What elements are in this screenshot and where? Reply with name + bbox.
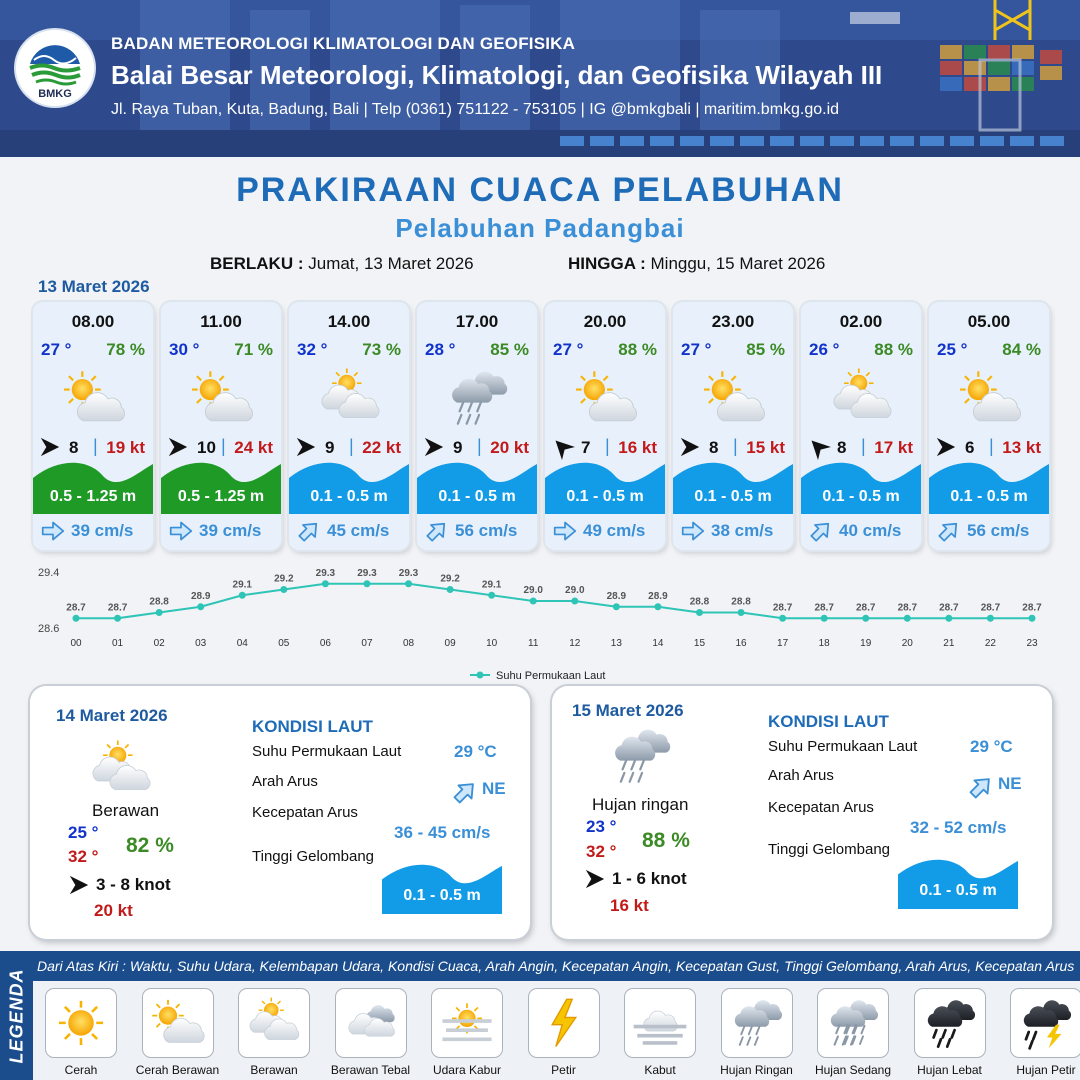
sst-data-point xyxy=(654,603,661,610)
hourly-card xyxy=(673,302,793,550)
card-wave-height: 0.1 - 0.5 m xyxy=(310,488,388,505)
card-wind-speed: 10 xyxy=(197,438,216,457)
day-condition: Hujan ringan xyxy=(592,795,689,814)
sst-data-label: 29.0 xyxy=(523,585,543,596)
current-direction-arrow-icon xyxy=(452,780,478,804)
sst-data-label: 29.2 xyxy=(274,573,294,585)
sst-data-point xyxy=(571,598,578,605)
cerah-berawan-icon xyxy=(699,364,769,430)
card-temperature: 27 ° xyxy=(681,340,712,359)
day-humidity: 88 % xyxy=(642,829,690,852)
sst-data-point xyxy=(904,615,911,622)
sst-data-point xyxy=(945,615,952,622)
sst-data-label: 29.2 xyxy=(440,573,460,585)
legend-item-label: Hujan Lebat xyxy=(917,1063,982,1077)
cerah-berawan-icon xyxy=(955,364,1025,430)
legend-side-bar xyxy=(0,951,33,1080)
sst-data-label: 28.8 xyxy=(731,596,751,608)
sst-data-label: 28.7 xyxy=(1022,602,1042,614)
x-tick-label: 06 xyxy=(319,638,331,649)
cerah-icon xyxy=(46,989,116,1057)
x-tick-label: 01 xyxy=(112,638,124,649)
x-tick-label: 15 xyxy=(693,638,706,649)
sst-data-point xyxy=(197,603,204,610)
card-temperature: 25 ° xyxy=(937,340,968,359)
card-separator: | xyxy=(477,436,482,456)
legend-item-label: Hujan Ringan xyxy=(720,1063,793,1077)
wave-height-label: Tinggi Gelombang xyxy=(768,841,891,858)
current-direction-value: NE xyxy=(482,779,506,798)
legend-item-label: Udara Kabur xyxy=(432,1063,502,1077)
current-speed-value: 32 - 52 cm/s xyxy=(910,818,1007,837)
day-temp-max: 32 ° xyxy=(68,847,99,866)
card-current-speed: 56 cm/s xyxy=(967,521,1030,540)
x-tick-label: 08 xyxy=(402,638,415,649)
sst-data-label: 28.7 xyxy=(107,602,128,614)
x-tick-label: 11 xyxy=(528,638,539,649)
wind-direction-arrow-icon xyxy=(167,436,189,458)
card-temperature: 28 ° xyxy=(425,340,456,359)
legend-item-label: Petir xyxy=(551,1063,576,1077)
current-direction-arrow-icon xyxy=(297,520,321,542)
valid-from-value: Jumat, 13 Maret 2026 xyxy=(308,254,474,273)
legend-item-label: Cerah xyxy=(64,1063,98,1077)
legend-series-name: Suhu Permukaan Laut xyxy=(496,670,606,682)
agency-name: BADAN METEOROLOGI KLIMATOLOGI DAN GEOFISIKA xyxy=(111,34,576,53)
card-wave-height: 0.1 - 0.5 m xyxy=(694,488,772,505)
card-humidity: 73 % xyxy=(362,340,401,359)
legend-title: LEGENDA xyxy=(6,967,26,1064)
day-humidity: 82 % xyxy=(126,834,174,857)
card-humidity: 71 % xyxy=(234,340,273,359)
sst-data-point xyxy=(613,603,620,610)
current-direction-arrow-icon xyxy=(968,775,994,799)
current-direction-arrow-icon xyxy=(937,520,961,542)
sst-data-label: 29.3 xyxy=(315,567,336,579)
sst-data-label: 28.7 xyxy=(897,602,918,614)
hourly-card xyxy=(929,302,1049,550)
current-speed-label: Kecepatan Arus xyxy=(252,804,358,821)
card-time: 08.00 xyxy=(71,312,115,331)
valid-to-value: Minggu, 15 Maret 2026 xyxy=(650,254,826,273)
card-current-speed: 38 cm/s xyxy=(711,521,774,540)
x-tick-label: 20 xyxy=(901,638,913,649)
card-gust: 19 kt xyxy=(106,438,145,457)
day-wave-height: 0.1 - 0.5 m xyxy=(403,887,481,904)
day-date: 14 Maret 2026 xyxy=(56,706,168,725)
valid-from-label: BERLAKU : xyxy=(210,254,304,273)
hujan-ringan-icon xyxy=(606,720,676,790)
wind-direction-arrow-icon xyxy=(39,436,61,458)
day1-date: 13 Maret 2026 xyxy=(38,277,150,296)
card-temperature: 32 ° xyxy=(297,340,328,359)
x-tick-label: 23 xyxy=(1026,638,1038,649)
sst-data-point xyxy=(779,615,786,622)
sst-value: 29 °C xyxy=(970,737,1013,756)
x-tick-label: 12 xyxy=(569,638,581,649)
petir-icon xyxy=(529,989,599,1057)
x-tick-label: 17 xyxy=(777,638,789,649)
current-direction-arrow-icon xyxy=(681,520,705,542)
current-direction-label: Arah Arus xyxy=(768,767,834,784)
sst-data-label: 29.3 xyxy=(357,567,377,579)
card-separator: | xyxy=(861,436,866,456)
card-time: 23.00 xyxy=(711,312,755,331)
sst-data-label: 28.9 xyxy=(190,590,211,602)
card-separator: | xyxy=(221,436,226,456)
cerah-berawan-icon xyxy=(187,364,257,430)
hourly-card xyxy=(161,302,281,550)
berawan-icon xyxy=(315,364,385,430)
y-tick-label: 29.4 xyxy=(38,567,60,579)
sst-data-label: 28.7 xyxy=(814,602,834,614)
hourly-card xyxy=(545,302,665,550)
legend-item-label: Kabut xyxy=(644,1063,676,1077)
card-wave-height: 0.1 - 0.5 m xyxy=(950,488,1028,505)
wind-direction-arrow-icon xyxy=(679,436,701,458)
hujan-ringan-icon xyxy=(443,364,513,430)
sst-data-point xyxy=(1029,615,1036,622)
y-tick-label: 28.6 xyxy=(38,623,60,635)
sst-data-point xyxy=(488,592,495,599)
card-wave-height: 0.1 - 0.5 m xyxy=(438,488,516,505)
card-gust: 20 kt xyxy=(490,438,529,457)
wind-direction-arrow-icon xyxy=(295,436,317,458)
card-gust: 22 kt xyxy=(362,438,401,457)
card-wave-height: 0.5 - 1.25 m xyxy=(177,488,265,505)
day-wind-speed: 1 - 6 knot xyxy=(612,869,687,888)
sst-data-label: 28.7 xyxy=(980,602,1001,614)
sea-condition-heading: KONDISI LAUT xyxy=(768,712,889,731)
hourly-card xyxy=(33,302,153,550)
x-tick-label: 16 xyxy=(735,638,747,649)
card-current-speed: 40 cm/s xyxy=(839,521,902,540)
sst-data-label: 28.9 xyxy=(606,590,627,602)
x-tick-label: 21 xyxy=(943,638,955,649)
sst-data-label: 28.7 xyxy=(772,602,793,614)
card-separator: | xyxy=(989,436,994,456)
current-direction-arrow-icon xyxy=(553,520,577,542)
wind-direction-arrow-icon xyxy=(68,874,90,896)
wind-direction-arrow-icon xyxy=(935,436,957,458)
sst-data-point xyxy=(363,580,370,587)
current-direction-label: Arah Arus xyxy=(252,773,318,790)
berawan-icon xyxy=(86,734,156,804)
sst-data-point xyxy=(987,615,994,622)
sst-data-label: 28.8 xyxy=(149,596,169,608)
card-separator: | xyxy=(349,436,354,456)
card-gust: 17 kt xyxy=(874,438,913,457)
day-temp-max: 32 ° xyxy=(586,842,617,861)
wave-height-label: Tinggi Gelombang xyxy=(252,848,375,865)
valid-to xyxy=(568,254,825,274)
card-temperature: 26 ° xyxy=(809,340,840,359)
wind-direction-arrow-icon xyxy=(551,436,573,458)
sst-data-label: 28.7 xyxy=(939,602,959,614)
x-tick-label: 04 xyxy=(236,638,248,649)
card-wind-speed: 9 xyxy=(325,438,335,457)
x-tick-label: 13 xyxy=(610,638,622,649)
day-panel-14 xyxy=(30,686,530,939)
sst-data-point xyxy=(530,598,537,605)
card-current-speed: 39 cm/s xyxy=(71,521,134,540)
cerah-berawan-icon xyxy=(571,364,641,430)
sst-data-point xyxy=(821,615,828,622)
card-humidity: 85 % xyxy=(490,340,529,359)
card-temperature: 27 ° xyxy=(553,340,584,359)
sst-data-point xyxy=(862,615,869,622)
day-date: 15 Maret 2026 xyxy=(572,701,684,720)
card-wind-speed: 8 xyxy=(837,438,847,457)
sst-data-label: 28.7 xyxy=(856,602,876,614)
day-temp-min: 23 ° xyxy=(586,817,617,836)
sst-line-chart xyxy=(30,560,1050,685)
sst-data-point xyxy=(73,615,80,622)
sst-data-point xyxy=(322,580,329,587)
card-temperature: 30 ° xyxy=(169,340,200,359)
card-humidity: 88 % xyxy=(874,340,913,359)
card-humidity: 88 % xyxy=(618,340,657,359)
card-wind-speed: 6 xyxy=(965,438,975,457)
card-wind-speed: 7 xyxy=(581,438,591,457)
x-tick-label: 22 xyxy=(984,638,996,649)
office-name: Balai Besar Meteorologi, Klimatologi, dan Geofisika Wilayah III xyxy=(111,60,883,90)
card-time: 20.00 xyxy=(583,312,627,331)
day-wave-height: 0.1 - 0.5 m xyxy=(919,882,997,899)
sst-data-label: 28.7 xyxy=(66,602,86,614)
card-wind-speed: 8 xyxy=(709,438,719,457)
wind-direction-arrow-icon xyxy=(423,436,445,458)
sst-data-point xyxy=(447,586,454,593)
current-direction-arrow-icon xyxy=(41,520,65,542)
current-direction-arrow-icon xyxy=(169,520,193,542)
card-time: 14.00 xyxy=(327,312,371,331)
port-name: Pelabuhan Padangbai xyxy=(395,213,685,243)
valid-from xyxy=(210,254,474,274)
legend xyxy=(0,951,1080,1080)
card-wave-height: 0.1 - 0.5 m xyxy=(566,488,644,505)
sst-data-point xyxy=(239,592,246,599)
card-wind-speed: 9 xyxy=(453,438,463,457)
x-tick-label: 19 xyxy=(860,638,872,649)
berawan-tebal-icon xyxy=(336,989,406,1057)
sst-data-label: 29.3 xyxy=(398,567,419,579)
x-tick-label: 07 xyxy=(361,638,373,649)
bmkg-logo xyxy=(14,28,96,108)
x-tick-label: 14 xyxy=(652,638,664,649)
hourly-card xyxy=(289,302,409,550)
hujan-lebat-icon xyxy=(915,989,985,1057)
legend-item-label: Berawan Tebal xyxy=(330,1063,411,1077)
kabut-icon xyxy=(625,989,695,1057)
hujan-ringan-icon xyxy=(722,989,792,1057)
x-tick-label: 03 xyxy=(195,638,207,649)
page-title: PRAKIRAAN CUACA PELABUHAN xyxy=(236,171,844,209)
current-speed-label: Kecepatan Arus xyxy=(768,799,874,816)
card-gust: 13 kt xyxy=(1002,438,1041,457)
day-wind-speed: 3 - 8 knot xyxy=(96,875,171,894)
sst-data-label: 29.0 xyxy=(565,585,585,596)
card-time: 11.00 xyxy=(200,312,242,331)
current-speed-value: 36 - 45 cm/s xyxy=(394,823,491,842)
card-current-speed: 39 cm/s xyxy=(199,521,262,540)
x-tick-label: 09 xyxy=(444,638,456,649)
current-direction-arrow-icon xyxy=(809,520,833,542)
contact-info: Jl. Raya Tuban, Kuta, Badung, Bali | Telp (0361) 751122 - 753105 | IG @bmkgbali | maritim.bmkg.go.id xyxy=(111,101,840,118)
card-humidity: 84 % xyxy=(1002,340,1041,359)
hujan-petir-icon xyxy=(1011,989,1080,1057)
day-panel-15 xyxy=(552,686,1052,939)
card-wind-speed: 8 xyxy=(69,438,79,457)
sst-data-label: 28.8 xyxy=(689,596,710,608)
bmkg-logo-text: BMKG xyxy=(38,88,72,100)
card-current-speed: 45 cm/s xyxy=(327,521,390,540)
sst-data-point xyxy=(405,580,412,587)
sst-data-point xyxy=(738,609,745,616)
hujan-sedang-icon xyxy=(818,989,888,1057)
hourly-card xyxy=(801,302,921,550)
current-direction-arrow-icon xyxy=(425,520,449,542)
wind-direction-arrow-icon xyxy=(584,868,606,890)
berawan-icon xyxy=(827,364,897,430)
sst-data-label: 29.1 xyxy=(232,579,252,591)
day-gust: 20 kt xyxy=(94,901,133,920)
card-current-speed: 56 cm/s xyxy=(455,521,518,540)
sst-label: Suhu Permukaan Laut xyxy=(252,743,402,760)
legend-item-label: Hujan Sedang xyxy=(814,1063,892,1077)
card-separator: | xyxy=(93,436,98,456)
current-direction-value: NE xyxy=(998,774,1022,793)
x-tick-label: 18 xyxy=(818,638,830,649)
card-time: 05.00 xyxy=(967,312,1011,331)
sst-label: Suhu Permukaan Laut xyxy=(768,738,918,755)
card-gust: 15 kt xyxy=(746,438,785,457)
card-humidity: 78 % xyxy=(106,340,145,359)
udara-kabur-icon xyxy=(432,989,502,1057)
card-time: 17.00 xyxy=(455,312,499,331)
sst-data-point xyxy=(280,586,287,593)
sst-value: 29 °C xyxy=(454,742,497,761)
card-time: 02.00 xyxy=(839,312,883,331)
day-temp-min: 25 ° xyxy=(68,823,99,842)
card-gust: 24 kt xyxy=(234,438,273,457)
sst-data-label: 29.1 xyxy=(481,579,502,591)
x-tick-label: 10 xyxy=(486,638,498,649)
card-humidity: 85 % xyxy=(746,340,785,359)
legend-description: Dari Atas Kiri : Waktu, Suhu Udara, Kelembapan Udara, Kondisi Cuaca, Arah Angin, Kecepatan Angin, Kecepatan Gust, Tinggi Gelombang, Arah Arus, Kecepatan Arus xyxy=(33,951,1080,981)
sst-data-point xyxy=(696,609,703,616)
card-wave-height: 0.1 - 0.5 m xyxy=(822,488,900,505)
hourly-card xyxy=(417,302,537,550)
day-condition: Berawan xyxy=(92,801,160,820)
card-wave-height: 0.5 - 1.25 m xyxy=(49,488,137,505)
legend-item-label: Cerah Berawan xyxy=(135,1063,220,1077)
card-temperature: 27 ° xyxy=(41,340,72,359)
card-separator: | xyxy=(605,436,610,456)
x-tick-label: 00 xyxy=(70,638,82,649)
sst-series-line xyxy=(76,584,1032,619)
day-gust: 16 kt xyxy=(610,896,649,915)
header-banner xyxy=(0,0,1080,157)
x-tick-label: 02 xyxy=(153,638,165,649)
cerah-berawan-icon xyxy=(59,364,129,430)
card-separator: | xyxy=(733,436,738,456)
wind-direction-arrow-icon xyxy=(807,436,829,458)
sea-condition-heading: KONDISI LAUT xyxy=(252,717,373,736)
sst-data-point xyxy=(114,615,121,622)
berawan-icon xyxy=(239,989,309,1057)
sst-data-point xyxy=(156,609,163,616)
x-tick-label: 05 xyxy=(278,638,290,649)
sst-data-label: 28.9 xyxy=(648,590,668,602)
legend-marker xyxy=(477,672,484,679)
valid-to-label: HINGGA : xyxy=(568,254,646,273)
legend-item-label: Berawan xyxy=(250,1063,298,1077)
legend-item-label: Hujan Petir xyxy=(1016,1063,1076,1077)
card-current-speed: 49 cm/s xyxy=(583,521,646,540)
cerah-berawan-icon xyxy=(143,989,213,1057)
card-gust: 16 kt xyxy=(618,438,657,457)
